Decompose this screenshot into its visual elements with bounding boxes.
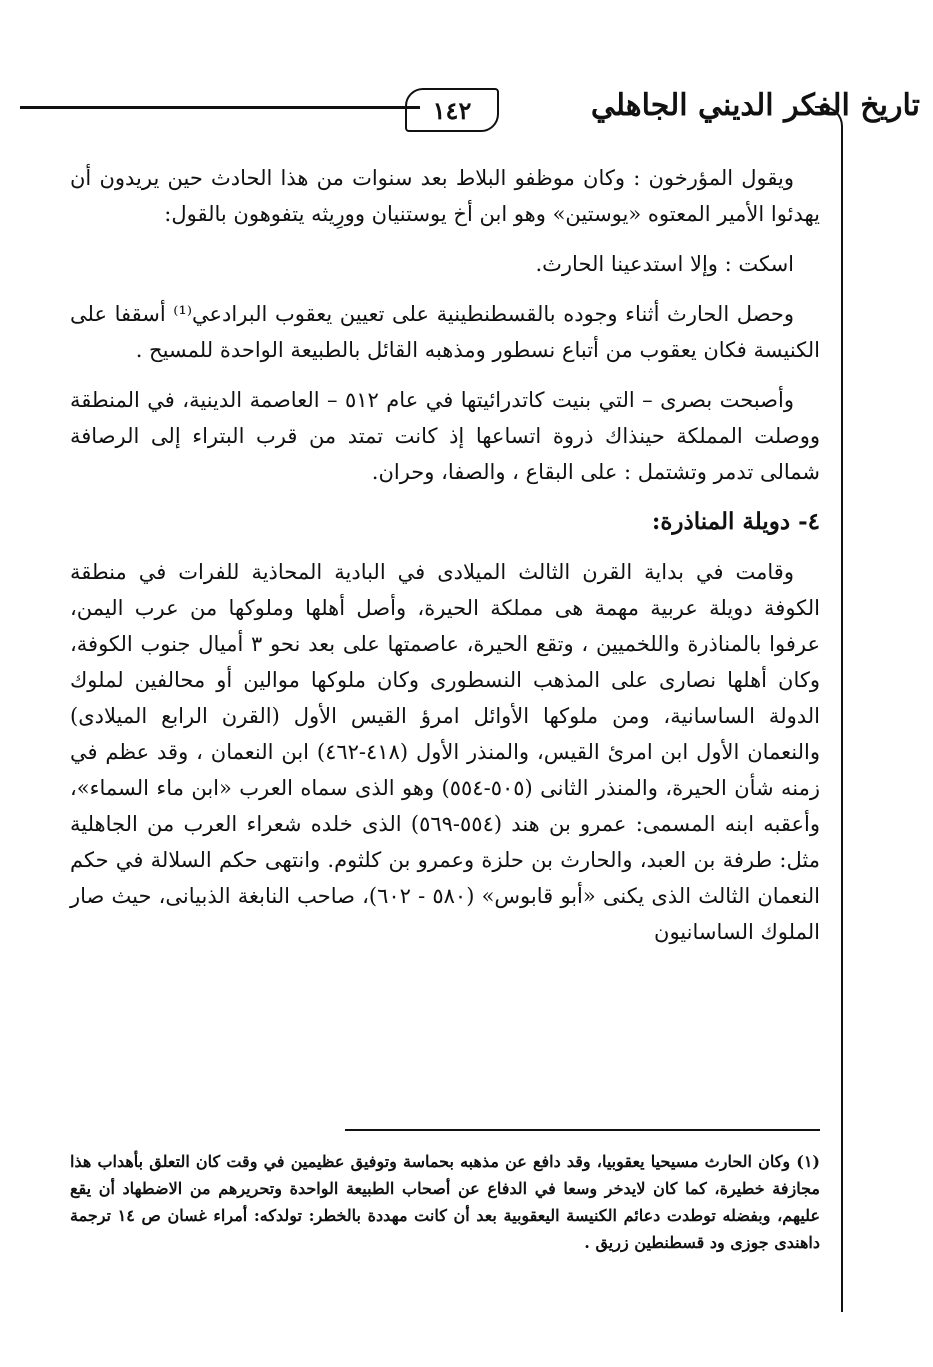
page-header xyxy=(20,84,920,144)
page-number: ١٤٢ xyxy=(405,88,499,132)
footnote-rule xyxy=(345,1129,820,1131)
section-heading: ٤- دويلة المناذرة: xyxy=(651,508,820,535)
paragraph-3: وحصل الحارث أثناء وجوده بالقسطنطينية على تعيين يعقوب البرادعي⁽¹⁾ أسقفا على الكنيسة فكان يعقوب من أتباع نسطور ومذهبه القائل بالطبيعة الواحدة للمسيح . xyxy=(70,302,820,362)
book-title: تاريخ الفكر الديني الجاهلي xyxy=(590,88,920,123)
paragraph-1: ويقول المؤرخون : وكان موظفو البلاط بعد سنوات من هذا الحادث حين يريدون أن يهدئوا الأمير المعتوه «يوستين» وهو ابن أخ يوستنيان وورِيثه يتفوهون بالقول: xyxy=(70,166,820,226)
paragraph-4: وأصبحت بصرى – التي بنيت كاتدرائيتها في عام ٥١٢ – العاصمة الدينية، في المنطقة ووصلت المملكة حينذاك ذروة اتساعها إذ كانت تمتد من قرب البتراء إلى الرصافة شمالى تدمر وتشتمل : على البقاع ، والصفا، وحران. xyxy=(70,388,820,484)
paragraph-2: اسكت : وإلا استدعينا الحارث. xyxy=(535,252,794,276)
page-body xyxy=(70,160,820,964)
frame-border xyxy=(841,132,843,1312)
footnote: (١) وكان الحارث مسيحيا يعقوبيا، وقد دافع عن مذهبه بحماسة وتوفيق عظيمين في وقت كان التعلق بأهداب هذا مجازفة خطيرة، كما كان لايدخر وسعا في الدفاع عن أصحاب الطبيعة الواحدة وتحريرهم من الاضطهاد أن يقع عليهم، وبفضله توطدت دعائم الكنيسة اليعقوبية بعد أن كانت مهددة بالخطر: تولدكه: أمراء غسان ص ١٤ ترجمة داهندى جوزى ود قسطنطين زريق . xyxy=(70,1152,820,1252)
header-rule xyxy=(20,106,420,109)
paragraph-5: وقامت في بداية القرن الثالث الميلادى في البادية المحاذية للفرات في منطقة الكوفة دويلة عربية مهمة هى مملكة الحيرة، وأصل أهلها وملوكها من عرب اليمن، عرفوا بالمناذرة واللخميين ، وتقع الحيرة، عاصمتها على بعد نحو ٣ أميال جنوب الكوفة، وكان أهلها نصارى على المذهب النسطورى وكان ملوكها موالين أو محالفين لملوك الدولة الساسانية، ومن ملوكها الأوائل امرؤ القيس الأول (القرن الرابع الميلادى) والنعمان الأول ابن امرئ القيس، والمنذر الأول (٤١٨-٤٦٢) ابن النعمان ، وقد عظم في زمنه شأن الحيرة، والمنذر الثانى (٥٠٥-٥٥٤) وهو الذى سماه العرب «ابن ماء السماء»، وأعقبه ابنه المسمى: عمرو بن هند (٥٥٤-٥٦٩) الذى خلده شعراء العرب من الجاهلية مثل: طرفة بن العبد، والحارث بن حلزة وعمرو بن كلثوم. وانتهى حكم السلالة في حكم النعمان الثالث الذى يكنى «أبو قابوس» (٥٨٠ - ٦٠٢)، صاحب النابغة الذبيانى، حيث صار الملوك الساسانيون xyxy=(70,560,821,944)
